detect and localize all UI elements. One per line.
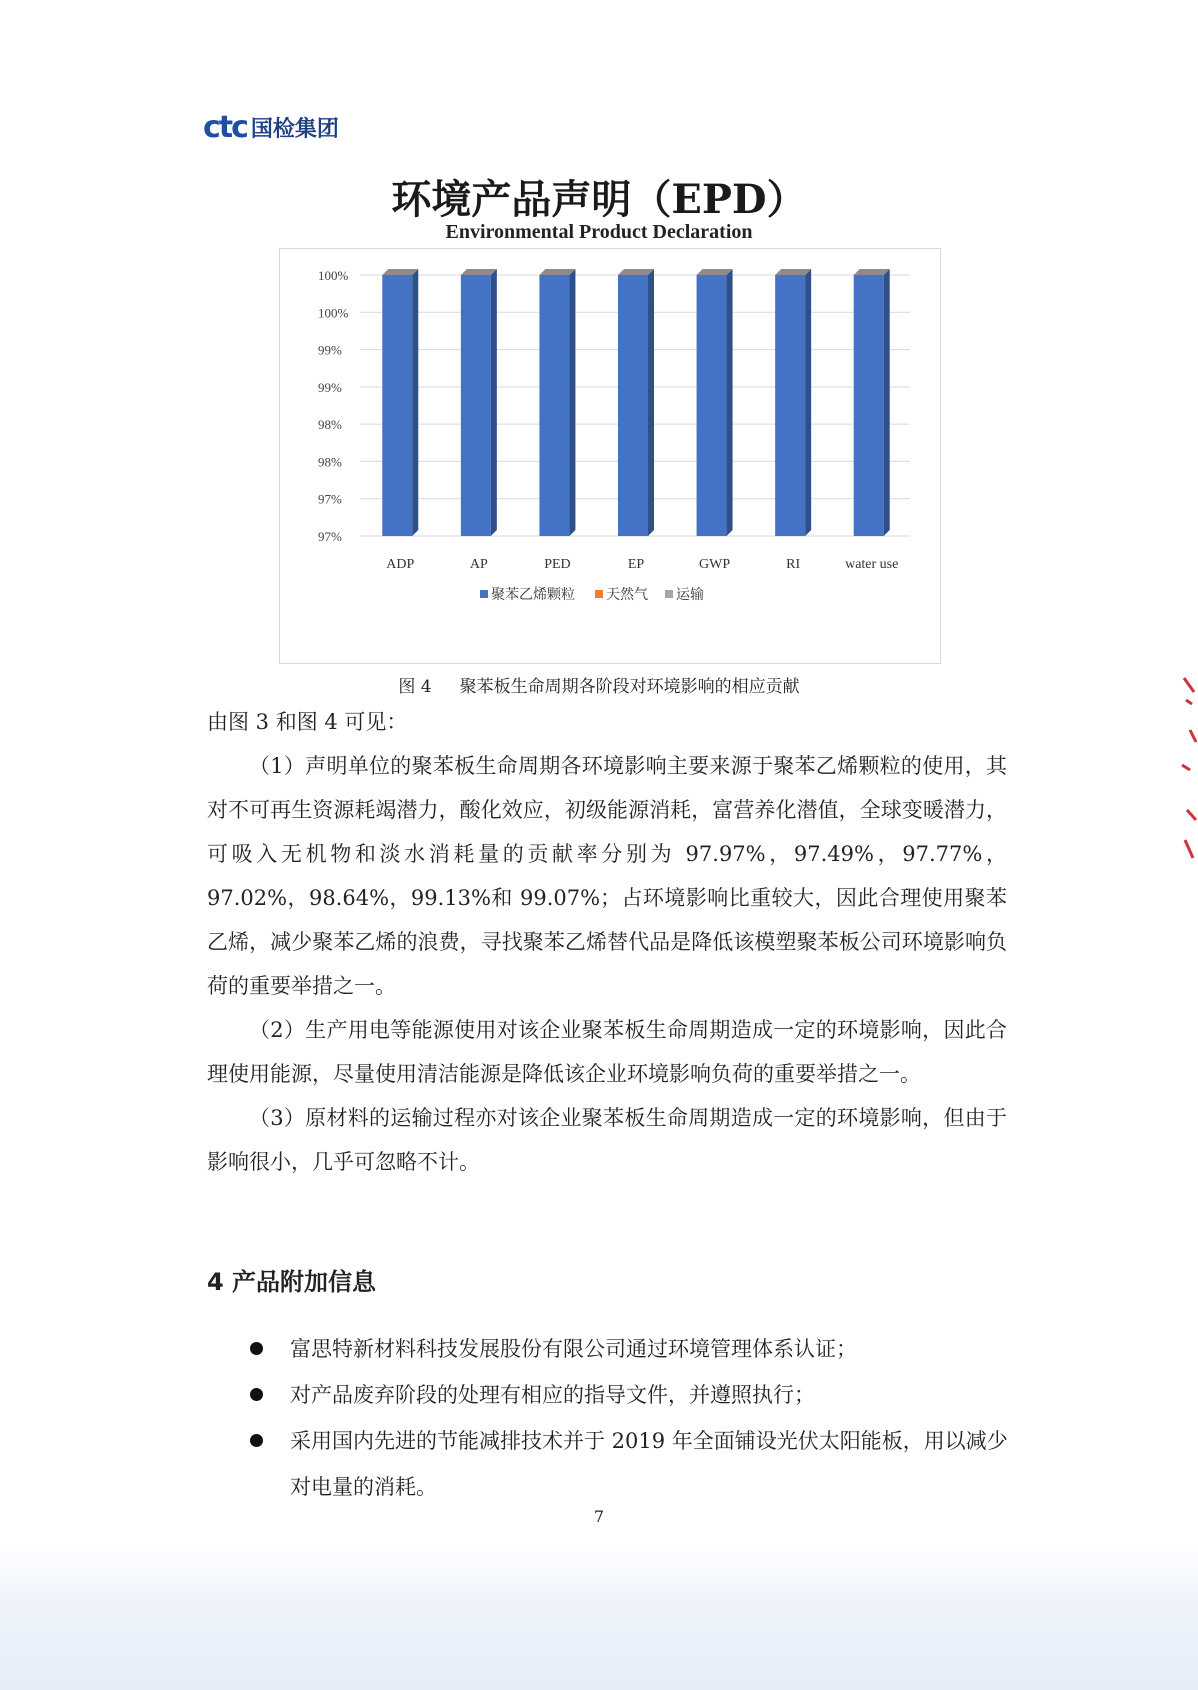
bullet-dot-icon — [250, 1342, 263, 1355]
paragraph-1: （1）声明单位的聚苯板生命周期各环境影响主要来源于聚苯乙烯颗粒的使用，其对不可再生资源耗竭潜力，酸化效应，初级能源消耗，富营养化潜值，全球变暖潜力，可吸入无机物和淡水消耗量的贡献率分别为 97.97%，97.49%，97.77%，97.02%，98.64%，99.13%和 99.07%；占环境影响比重较大，因此合理使用聚苯乙烯，减少聚苯乙烯的浪费，寻找聚苯乙烯替代品是降低该模塑聚苯板公司环境影响负荷的重要举措之一。 — [207, 754, 1007, 998]
x-tick-label: RI — [786, 557, 801, 572]
logo-mark: ctc — [203, 110, 247, 145]
y-tick-label: 100% — [318, 268, 349, 283]
bar-segment-front — [461, 275, 491, 536]
legend-label: 运输 — [676, 587, 704, 603]
bar-segment-side — [569, 269, 575, 536]
bullet-text: 对产品废弃阶段的处理有相应的指导文件，并遵照执行； — [290, 1383, 815, 1407]
figure-caption — [0, 672, 1198, 697]
bar-segment-front — [854, 275, 884, 536]
page-number: 7 — [593, 1507, 605, 1526]
paragraph-2: （2）生产用电等能源使用对该企业聚苯板生命周期造成一定的环境影响，因此合理使用能源，尽量使用清洁能源是降低该企业环境影响负荷的重要举措之一。 — [207, 1018, 1007, 1086]
y-tick-label: 99% — [318, 379, 342, 395]
bar-segment-side — [805, 269, 811, 536]
y-tick-label: 97% — [318, 529, 342, 544]
legend-swatch — [480, 590, 488, 598]
x-tick-label: ADP — [386, 557, 415, 572]
bar-segment-front — [382, 275, 412, 536]
x-tick-label: water use — [845, 557, 899, 572]
logo-text: 国检集团 — [250, 117, 339, 142]
bar-segment-side — [727, 269, 733, 536]
legend-label: 聚苯乙烯颗粒 — [491, 587, 575, 603]
bar-top-cap — [382, 269, 418, 275]
bar-top-cap — [854, 269, 890, 275]
chart-svg — [280, 249, 940, 663]
bullet-dot-icon — [250, 1388, 263, 1401]
bar-segment-front — [697, 275, 727, 536]
x-tick-label: PED — [544, 557, 571, 572]
y-tick-label: 98% — [318, 454, 342, 470]
bullet-dot-icon — [250, 1434, 263, 1447]
y-tick-label: 100% — [318, 305, 349, 321]
bar-top-cap — [697, 269, 733, 275]
bullet-text: 富思特新材料科技发展股份有限公司通过环境管理体系认证； — [290, 1337, 857, 1361]
y-tick-label: 98% — [318, 417, 342, 433]
figure-caption-text: 聚苯板生命周期各阶段对环境影响的相应贡献 — [459, 677, 800, 697]
bullet-item — [248, 1372, 1008, 1418]
bar-segment-front — [539, 275, 569, 536]
body-text — [207, 700, 1007, 1184]
ctc-logo — [203, 110, 339, 145]
bar-top-cap — [539, 269, 575, 275]
section-heading: 4 产品附加信息 — [207, 1268, 377, 1296]
bar-segment-side — [412, 269, 418, 536]
x-tick-label: AP — [469, 557, 488, 572]
bar-segment-side — [648, 269, 654, 536]
stacked-bar-chart — [279, 248, 941, 664]
bar-top-cap — [461, 269, 497, 275]
bullet-item — [248, 1326, 1008, 1372]
bullet-item — [248, 1418, 1008, 1510]
footer-band — [0, 1545, 1198, 1690]
x-tick-label: EP — [627, 557, 645, 572]
bullet-text: 采用国内先进的节能减排技术并于 2019 年全面铺设光伏太阳能板，用以减少对电量的消耗。 — [290, 1429, 1008, 1499]
bar-segment-front — [775, 275, 805, 536]
legend-label: 天然气 — [606, 587, 648, 603]
bar-segment-side — [491, 269, 497, 536]
paragraph-3: （3）原材料的运输过程亦对该企业聚苯板生命周期造成一定的环境影响，但由于影响很小，几乎可忽略不计。 — [207, 1106, 1007, 1174]
y-tick-label: 97% — [318, 491, 342, 507]
document-subtitle: Environmental Product Declaration — [445, 221, 753, 243]
legend-swatch — [665, 590, 673, 598]
bar-segment-front — [618, 275, 648, 536]
bar-segment-side — [884, 269, 890, 536]
document-title: 环境产品声明（EPD） — [391, 176, 807, 223]
red-seal-edge — [1178, 670, 1198, 880]
intro-line: 由图 3 和图 4 可见： — [207, 710, 408, 734]
x-tick-label: GWP — [699, 557, 731, 572]
bullet-list — [248, 1326, 1008, 1510]
bar-top-cap — [775, 269, 811, 275]
figure-label: 图 4 — [398, 677, 432, 697]
y-tick-label: 99% — [318, 342, 342, 358]
legend-swatch — [595, 590, 603, 598]
bar-top-cap — [618, 269, 654, 275]
